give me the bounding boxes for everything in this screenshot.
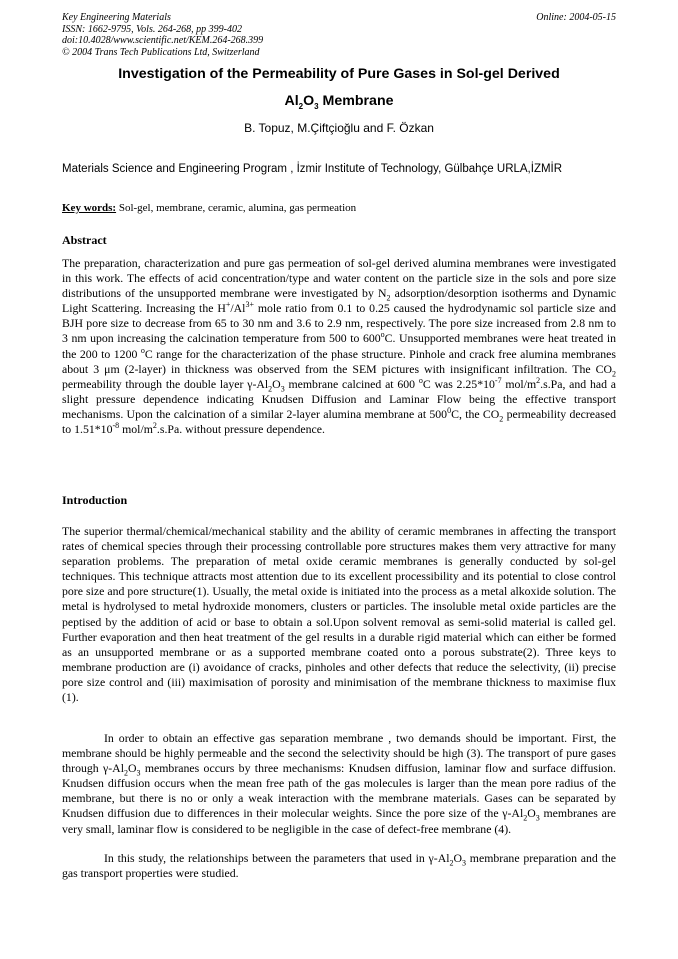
introduction-paragraph-2: In order to obtain an effective gas separation membrane , two demands should be important. First, the membrane should be highly permeable and the second the selectivity should be high (3). The transport of pure gases through $\gamma-Al_2O_3$ membranes occurs by three mechanisms: Knudsen diffusion, laminar flow and surface diffusion. Knudsen diffusion occurs when the mean free path of the gas molecules is larger than the mean pore radius of the membrane, but there is no or only a weak interaction with the membrane materials. Gases can be separated by Knudsen diffusion due to differences in their molecular weights. Since the pore size of the $\gamma-Al_2O_3$ membranes are very small, laminar flow is considered to be negligible in the case of defect-free membrane (4). bbox=[62, 731, 616, 836]
keywords bbox=[62, 202, 356, 214]
journal-header bbox=[62, 12, 263, 58]
journal-name: Key Engineering Materials bbox=[62, 12, 171, 23]
affiliation: Materials Science and Engineering Program , İzmir Institute of Technology, Gülbahçe URLA,İZMİR bbox=[62, 163, 563, 175]
journal-doi: doi:10.4028/www.scientific.net/KEM.264-268.399 bbox=[62, 35, 264, 46]
authors: B. Topuz, M.Çiftçioğlu and F. Özkan bbox=[244, 121, 434, 135]
paper-title-line-1: Investigation of the Permeability of Pure Gases in Sol-gel Derived bbox=[118, 66, 560, 82]
journal-issn: ISSN: 1662-9795, Vols. 264-268, pp 399-402 bbox=[62, 23, 242, 35]
abstract-text: The preparation, characterization and pure gas permeation of sol-gel derived alumina membranes were investigated in this work. The effects of acid concentration/type and water content on the particle size in the sols and pore size distributions of the unsupported membrane were investigated by $N_2$ adsorption/desorption isotherms and Dynamic Light Scattering. Increasing the $H^+/Al^{3+}$ mole ratio from 0.1 to 0.25 caused the hydrodynamic sol particle size and BJH pore size to decrease from 65 to 30 nm and 3.6 to 2.9 nm, respectively. The pore size increased from 2.8 nm to 3 nm upon increasing the calcination temperature from 500 to 600$^o$C. Unsupported membranes were heat treated in the 200 to 1200 $^o$C range for the characterization of the phase structure. Pinhole and crack free alumina membranes about 3 μm (2-layer) in thickness was observed from the SEM pictures with insignificant infiltration. The $CO_2$ permeability through the double layer $\gamma-Al_2O_3$ membrane calcined at 600 $^o$C was $2.25*10^{-7}$ mol/$m^2.s.Pa$, and had a slight pressure dependence indicating Knudsen Diffusion and Laminar Flow being the effective transport mechanisms. Upon the calcination of a similar 2-layer alumina membrane at $500^0C$, the $CO_2$ permeability decreased to $1.51*10^{-8}$ mol/$m^2.s.Pa$. without pressure dependence. bbox=[62, 256, 616, 437]
keywords-text: Sol-gel, membrane, ceramic, alumina, gas permeation bbox=[116, 202, 357, 214]
introduction-paragraph-1: The superior thermal/chemical/mechanical stability and the ability of ceramic membranes in affecting the transport rates of chemical species through their processing controllable pore structures makes them very attractive for many separation problems. The preparation of metal oxide ceramic membranes is generally conducted by sol-gel techniques. This technique attracts most attention due to its excellent processibility and its potential to close control pore size and pore structure(1). Usually, the metal oxide is initiated into the process as a metal alkoxide solution. The metal is hydrolysed to metal hydroxide monomers, clusters or particles. The insoluble metal oxide particles are the peptised by the addition of acid or base to obtain a sol.Upon solvent removal as semi-solid material is called gel. Further evaporation and then heat treatment of the gel results in a durable rigid material which can either be formed as an unsupported membrane or as a supported membrane coated onto a porous substrate(2). Three keys to membrane production are (i) avoidance of cracks, pinholes and other defects that reduce the selectivity, (ii) precise pore size control and (iii) maximisation of porosity and minimisation of the membrane thickness to maximise flux (1). bbox=[62, 524, 616, 705]
paper-title-line-2: $Al_2O_3$ Membrane bbox=[284, 93, 394, 111]
online-date: Online: 2004-05-15 bbox=[536, 12, 616, 23]
journal-copyright: © 2004 Trans Tech Publications Ltd, Switzerland bbox=[62, 46, 260, 58]
keywords-label: Key words: bbox=[62, 202, 117, 214]
abstract-heading: Abstract bbox=[62, 233, 107, 247]
introduction-paragraph-3: In this study, the relationships between the parameters that used in $\gamma-Al_2O_3$ membrane preparation and the gas transport properties were studied. bbox=[62, 851, 616, 881]
introduction-heading: Introduction bbox=[62, 493, 128, 507]
